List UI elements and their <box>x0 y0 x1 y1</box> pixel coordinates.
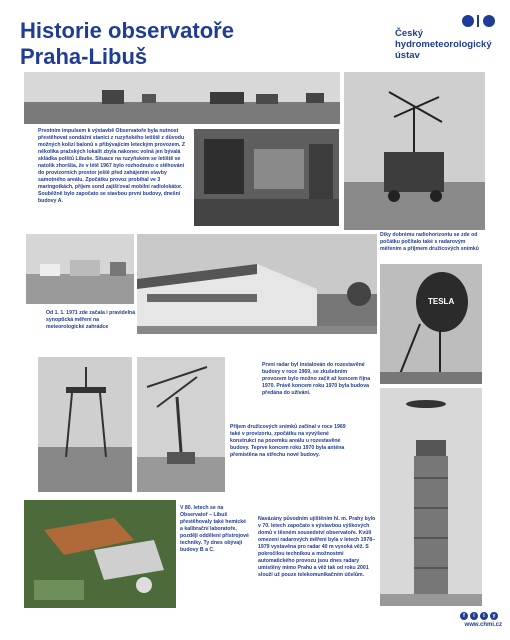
instagram-icon[interactable]: i <box>470 612 478 620</box>
facebook-icon[interactable]: f <box>460 612 468 620</box>
logo-text <box>395 28 500 61</box>
radar-text: První radar byl instalován do rozestavěné budovy v roce 1969, se zkušebním provozem bylo možno začít až koncem října 1970. Právě koncem roku 1970 byla budova předána do užívání. <box>262 362 371 396</box>
photo-meteo-garden <box>26 234 134 304</box>
title-line-1: Historie observatoře <box>20 18 234 43</box>
twitter-icon[interactable]: t <box>480 612 488 620</box>
photo-field-trailers <box>24 72 340 124</box>
title-line-2: Praha-Libuš <box>20 44 148 69</box>
chmu-logo-icon <box>461 14 497 28</box>
satellite-text: Příjem družicových snímků začínal v roce 1969 také v provizoriu, zpočátku na vyvýšené konstrukci na pozemku areálu u rozestavěné budovy. Teprve koncem roku 1970 byla anténa přemístěna na střechu nové budovy. <box>230 424 346 458</box>
logo-line-1: Český <box>395 28 423 39</box>
photo-control-room <box>194 129 339 226</box>
logo-line-2: hydrometeorologický <box>395 39 492 50</box>
synop-text: Od 1. 1. 1971 zde začala i pravidelná synoptická měření na meteorologické zahrádce <box>46 310 136 330</box>
tower-text: Navázány původním ujištěním hl. m. Prahy bylo v 70. letech započato s výstavbou výškových domů v těsném sousedství observatoře. Kvůli omezení radarových měření byla v letech 1978–1979 vystavěna pro radar 40 m vysoká věž. S pokročilou technikou a možnostmi automatického provozu jsou dnes radary umístěny mimo Prahu a věž tak od roku 2001 slouží už pouze telekomunikačním účelům. <box>258 516 376 578</box>
logo-line-3: ústav <box>395 50 420 61</box>
social-icons <box>460 612 500 622</box>
photo-radar-tower-frame <box>38 357 132 492</box>
photo-mobile-radar <box>344 72 485 230</box>
photo-satellite-antenna <box>137 357 225 492</box>
footer-url[interactable]: www.chmi.cz <box>464 622 502 628</box>
eighties-text: V 80. letech se na Observatoř – Libuš přestěhovaly také hemické a kalibrační laboratoře, později oddělení přístrojové techniky. Ty dnes obývají budovy B a C. <box>180 505 249 553</box>
intro-text: Prvotním impulsem k výstavbě Observatoře byla nutnost přestěhovat sondážní stanici z ruzyňského letiště z důvodu možných kolizí balonů s přibývajícím leteckým provozem. Z několika pražských lokalit zbyla nakonec volná jen bývalá skládka polštů Libuše. Situace na ruzyňském se letiště se natolik zhoršila, že v létě 1967 bylo rozhodnuto o stěhování do provizorních prostor ještě před zahájením stavby samotného areálu. Zpočátku provoz probíhal ve 3 maringotkách, příjem sond zajišťoval mobilní radiolokátor. Souběžně bylo započato se stavbou první budovy, dnešní budovy A. <box>38 128 186 204</box>
photo-aerial-observatory <box>24 500 176 608</box>
radiohorizont-text: Díky dobrému radiohorizontu se zde od počátku počítalo také s radarovým měřením a příjmem družicových snímků <box>380 232 479 252</box>
photo-tesla-antenna <box>380 264 482 384</box>
photo-building-a <box>137 234 377 334</box>
page-title <box>20 18 320 70</box>
photo-radar-tower <box>380 388 482 606</box>
youtube-icon[interactable]: y <box>490 612 498 620</box>
tesla-sign: TESLA <box>428 297 455 306</box>
